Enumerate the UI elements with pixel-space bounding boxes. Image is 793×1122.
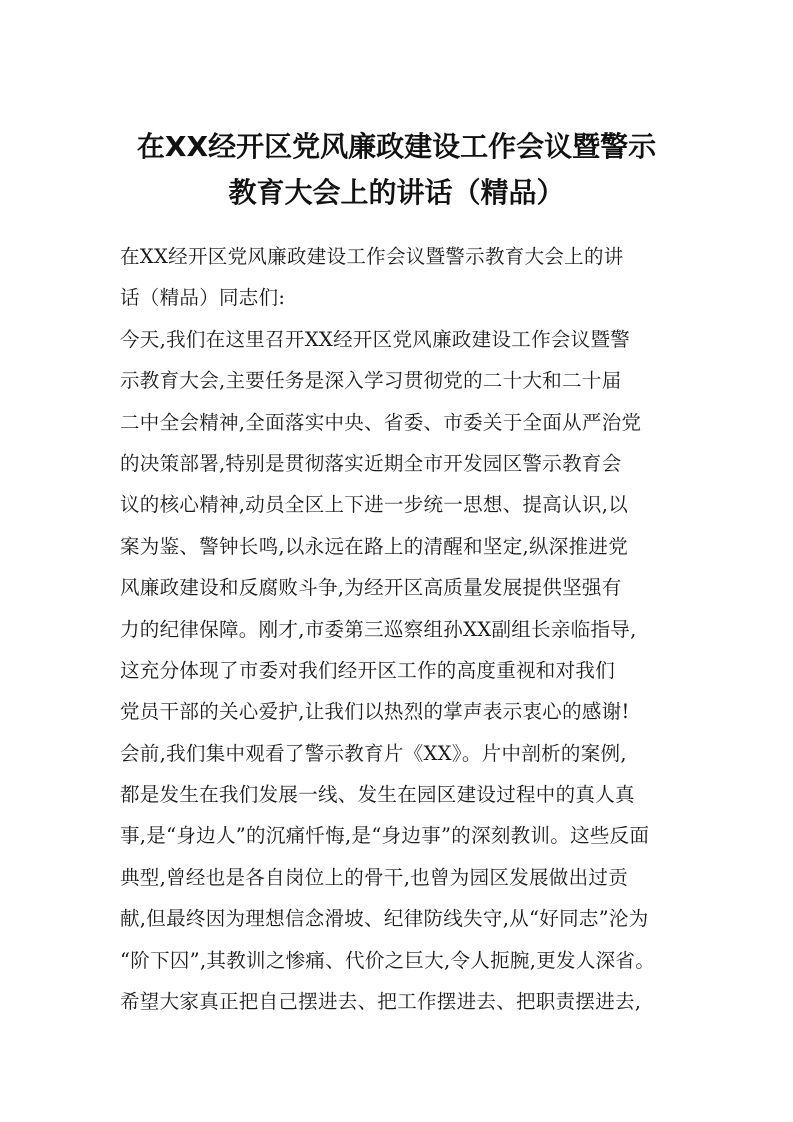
body-line: 在XX经开区党风廉政建设工作会议暨警示教育大会上的讲: [120, 245, 624, 268]
body-line: 这充分体现了市委对我们经开区工作的高度重视和对我们: [120, 658, 616, 682]
body-line: 献,但最终因为理想信念滑坡、纪律防线失守,从“好同志”沦为: [120, 907, 649, 931]
body-line: 二中全会精神,全面落实中央、省委、市委关于全面从严治党: [120, 410, 642, 434]
body-line: 风廉政建设和反腐败斗争,为经开区高质量发展提供坚强有: [120, 576, 622, 600]
body-line: 今天,我们在这里召开XX经开区党风廉政建设工作会议暨警: [120, 327, 631, 351]
body-line: 的决策部署,特别是贯彻落实近期全市开发园区警示教育会: [120, 451, 622, 475]
body-line: 议的核心精神,动员全区上下进一步统一思想、提高认识,以: [120, 493, 628, 517]
document-title-line-1: 在XX经开区党风廉政建设工作会议暨警示: [136, 130, 657, 163]
body-line: 都是发生在我们发展一线、发生在园区建设过程中的真人真: [120, 783, 635, 807]
body-line: 事,是“身边人”的沉痛忏悔,是“身边事”的深刻教训。这些反面: [120, 824, 650, 848]
body-line: 示教育大会,主要任务是深入学习贯彻党的二十大和二十届: [120, 369, 622, 393]
body-line: 力的纪律保障。刚才,市委第三巡察组孙XX副组长亲临指导,: [120, 617, 637, 641]
body-line: 希望大家真正把自己摆进去、把工作摆进去、把职责摆进去,: [120, 990, 642, 1014]
body-line: 话（精品）同志们:: [120, 286, 286, 310]
body-line: 会前,我们集中观看了警示教育片《XX》。片中剖析的案例,: [120, 741, 627, 765]
document-body: [120, 236, 680, 1022]
document-title-line-2: 教育大会上的讲话（精品）: [228, 176, 565, 209]
body-line: 党员干部的关心爱护,让我们以热烈的掌声表示衷心的感谢!: [120, 700, 630, 724]
body-line: “阶下囚”,其教训之惨痛、代价之巨大,令人扼腕,更发人深省。: [120, 948, 656, 972]
body-line: 典型,曾经也是各自岗位上的骨干,也曾为园区发展做出过贡: [120, 865, 628, 889]
body-line: 案为鉴、警钟长鸣,以永远在路上的清醒和坚定,纵深推进党: [120, 534, 628, 558]
